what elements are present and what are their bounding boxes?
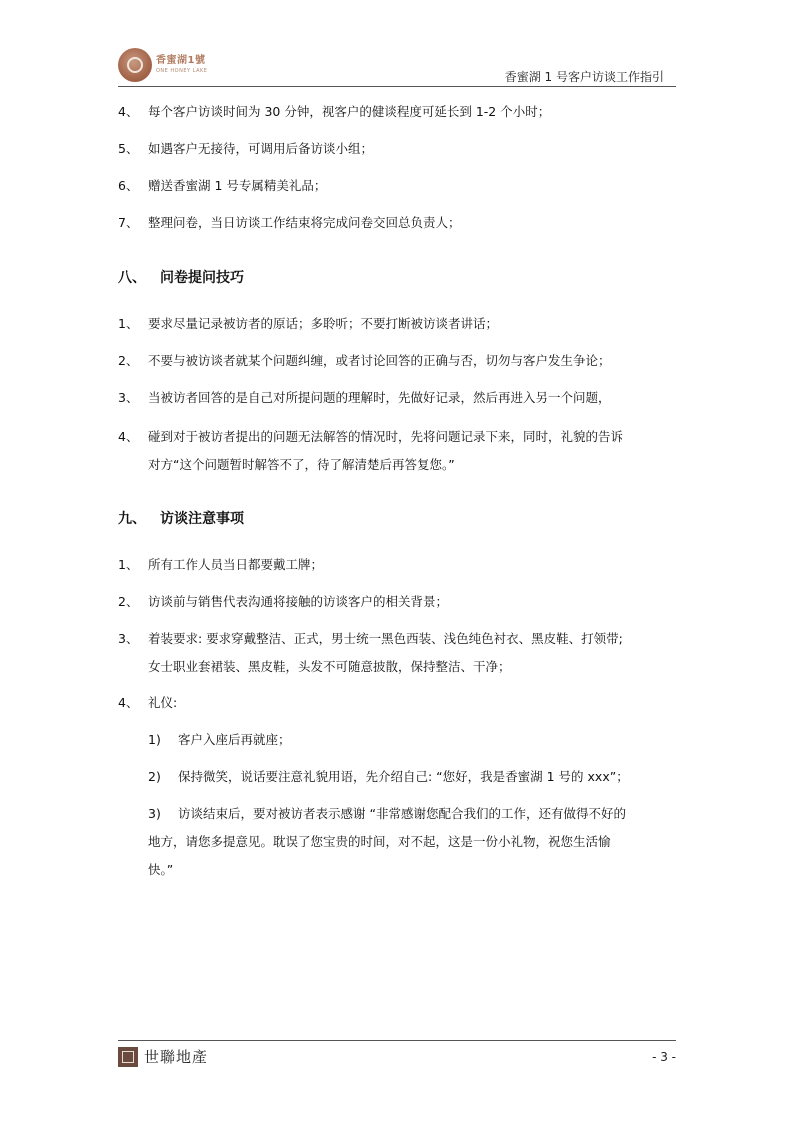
logo-text (156, 56, 207, 74)
logo-cn: 香蜜湖1號 (156, 55, 206, 66)
page-header-title: 香蜜湖 1 号客户访谈工作指引 (504, 70, 664, 84)
list-item: 1、 要求尽量记录被访者的原话；多聆听；不要打断被访谈者讲话； (118, 316, 499, 331)
list-item: 4、 礼仪: (118, 695, 178, 710)
list-item-continuation: 女士职业套裙装、黑皮鞋，头发不可随意披散，保持整洁、干净； (148, 659, 511, 674)
sub-list-item: 2) 保持微笑，说话要注意礼貌用语，先介绍自己: “您好，我是香蜜湖 1 号的 xxx”； (148, 769, 629, 784)
logo-seal-icon (118, 48, 152, 82)
footer-logo (118, 1046, 208, 1067)
list-item: 2、 不要与被访谈者就某个问题纠缠，或者讨论回答的正确与否，切勿与客户发生争论； (118, 353, 611, 368)
sub-list-item-continuation: 地方，请您多提意见。耽误了您宝贵的时间，对不起，这是一份小礼物，祝您生活愉 (148, 834, 611, 849)
company-logo (118, 44, 210, 86)
company-mark-icon (118, 1047, 138, 1067)
list-item: 3、 着装要求: 要求穿戴整洁、正式，男士统一黑色西装、浅色纯色衬衣、黑皮鞋、打领带; (118, 631, 623, 646)
page-number: - 3 - (652, 1050, 676, 1064)
list-item: 4、 碰到对于被访者提出的问题无法解答的情况时，先将问题记录下来，同时，礼貌的告诉 (118, 429, 624, 444)
sub-list-item-continuation: 快。” (148, 862, 174, 877)
sub-list-item: 1) 客户入座后再就座； (148, 732, 291, 747)
section-heading-9: 九、 访谈注意事项 (118, 511, 244, 527)
list-item: 3、 当被访者回答的是自己对所提问题的理解时，先做好记录，然后再进入另一个问题， (118, 390, 611, 405)
list-item: 5、 如遇客户无接待，可调用后备访谈小组； (118, 141, 374, 156)
logo-en: ONE HONEY LAKE (156, 68, 208, 74)
footer-divider (118, 1040, 676, 1041)
list-item: 7、 整理问卷，当日访谈工作结束将完成问卷交回总负责人； (118, 215, 461, 230)
section-heading-8: 八、 问卷提问技巧 (118, 270, 244, 286)
footer-company-name: 世聯地產 (144, 1048, 209, 1066)
list-item-continuation: 对方“这个问题暂时解答不了，待了解清楚后再答复您。” (148, 457, 455, 472)
header-divider (118, 86, 676, 87)
list-item: 1、 所有工作人员当日都要戴工牌； (118, 557, 324, 572)
list-item: 2、 访谈前与销售代表沟通将接触的访谈客户的相关背景； (118, 594, 449, 609)
list-item: 6、 赠送香蜜湖 1 号专属精美礼品； (118, 178, 327, 193)
list-item: 4、 每个客户访谈时间为 30 分钟，视客户的健谈程度可延长到 1-2 个小时； (118, 104, 551, 119)
sub-list-item: 3) 访谈结束后，要对被访者表示感谢 “非常感谢您配合我们的工作，还有做得不好的 (148, 806, 626, 821)
